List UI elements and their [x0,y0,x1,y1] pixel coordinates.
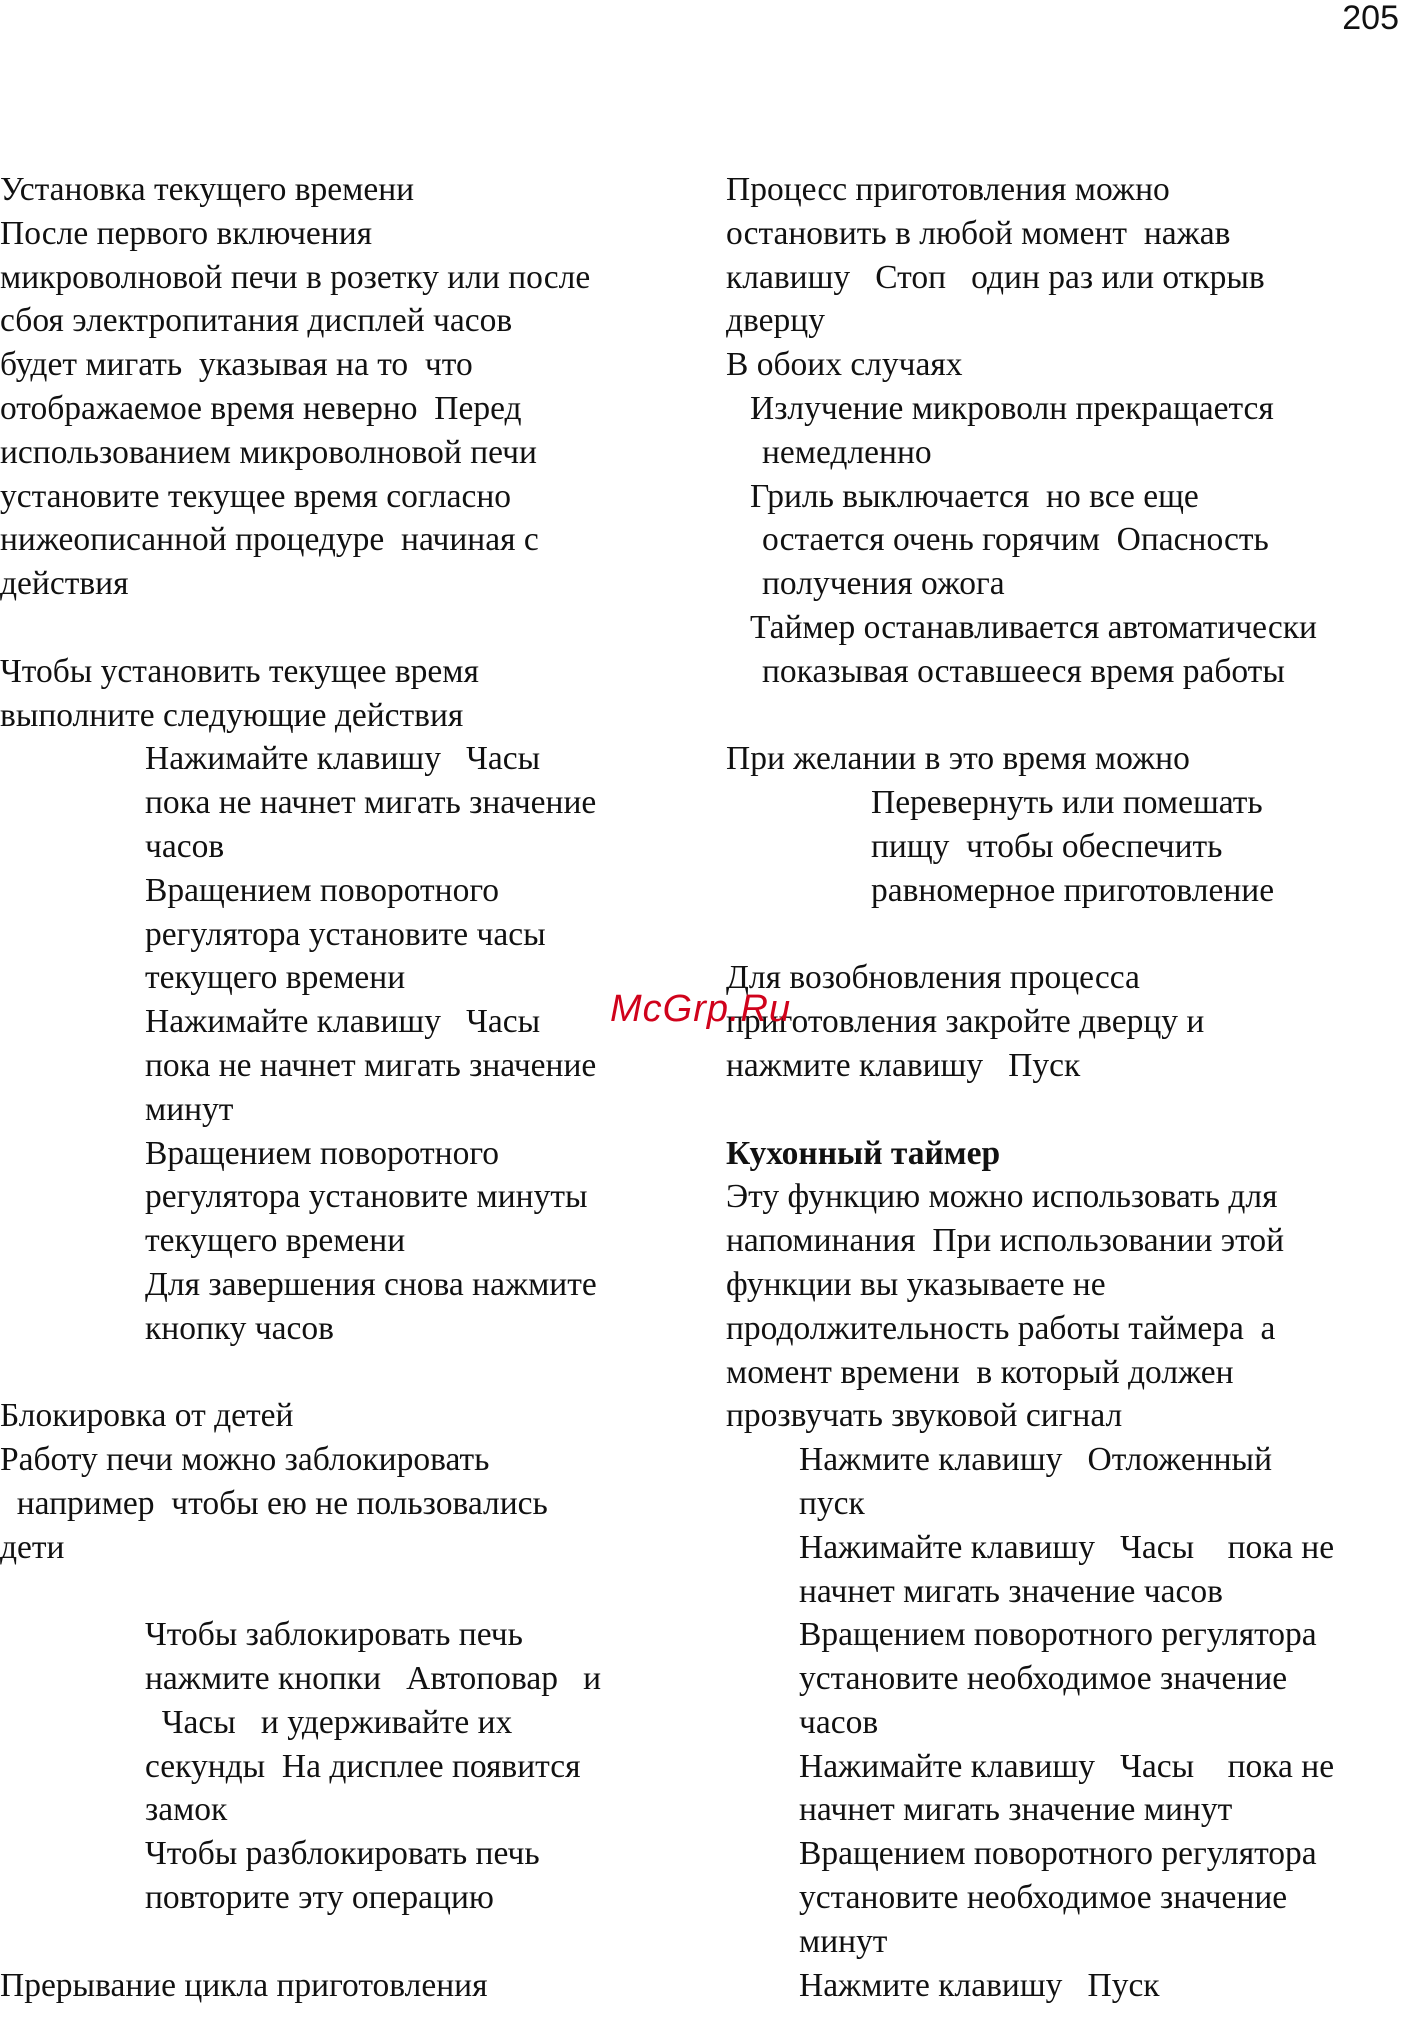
resume-paragraph: Для возобновления процесса приготовления закройте дверцу и нажмите клавишу Пуск [726,959,1205,1084]
kitchen-timer-step: Нажмите клавишу Пуск [799,1966,1160,2004]
child-lock-step: Чтобы заблокировать печь нажмите кнопки Автоповар и Часы и удерживайте их секунды На дисплее появится замок [145,1616,602,1829]
kitchen-timer-step: Вращением поворотного регулятора установите необходимое значение минут [799,1835,1317,1960]
watermark: McGrp.Ru [610,988,792,1030]
clock-intro-paragraph: После первого включения микроволновой печи в розетку или после сбоя электропитания дисплей часов будет мигать указывая на то что отображаемое время неверно Перед использованием микроволновой печи установите текущее время согласно нижеописанной процедуре начиная с действия [0,214,591,603]
wish-lead: При желании в это время можно [726,740,1190,778]
kitchen-timer-steps-list [726,1438,1405,2007]
stop-effect-item: Таймер останавливается автоматически показывая оставшееся время работы [750,608,1317,690]
child-lock-section-title: Блокировка от детей [0,1397,294,1435]
wish-step: Перевернуть или помешать пищу чтобы обеспечить равномерное приготовление [871,784,1275,909]
clock-step: Вращением поворотного регулятора установите часы текущего времени [145,871,546,997]
kitchen-timer-step: Нажмите клавишу Отложенный пуск [799,1441,1272,1522]
child-lock-step: Чтобы разблокировать печь повторите эту операцию [145,1835,540,1917]
clock-step: Нажимайте клавишу Часы пока не начнет мигать значение минут [145,1003,597,1128]
kitchen-timer-step: Нажимайте клавишу Часы пока не начнет мигать значение минут [799,1747,1335,1829]
kitchen-timer-step: Нажимайте клавишу Часы пока не начнет мигать значение часов [799,1528,1335,1610]
stop-effect-item: Излучение микроволн прекращается немедленно [750,389,1274,471]
stop-intro-paragraph: Процесс приготовления можно остановить в любой момент нажав клавишу Стоп один раз или открыв дверцу [726,171,1265,340]
kitchen-timer-intro-paragraph: Эту функцию можно использовать для напоминания При использовании этой функции вы указываете не продолжительность работы таймера а момент времени в который должен прозвучать звуковой сигнал [726,1178,1285,1435]
right-column [726,168,1405,2007]
kitchen-timer-heading: Кухонный таймер [726,1134,1001,1172]
child-lock-intro-paragraph: Работу печи можно заблокировать например чтобы ею не пользовались дети [0,1441,548,1566]
clock-section-title: Установка текущего времени [0,171,415,208]
left-column [0,168,690,2007]
interrupt-section-title: Прерывание цикла приготовления [0,1966,488,2004]
kitchen-timer-step: Вращением поворотного регулятора установите необходимое значение часов [799,1616,1317,1741]
clock-steps-list [0,737,690,1350]
both-cases-label: В обоих случаях [726,346,963,384]
clock-step: Нажимайте клавишу Часы пока не начнет мигать значение часов [145,740,597,865]
page-number: 205 [1342,0,1399,37]
clock-lead-paragraph: Чтобы установить текущее время выполните следующие действия [0,652,479,734]
stop-effects-list [726,387,1405,694]
clock-step: Для завершения снова нажмите кнопку часов [145,1265,597,1347]
stop-effect-item: Гриль выключается но все еще остается очень горячим Опасность получения ожога [750,477,1269,603]
clock-step: Вращением поворотного регулятора установите минуты текущего времени [145,1134,588,1260]
child-lock-steps-list [0,1613,690,1920]
